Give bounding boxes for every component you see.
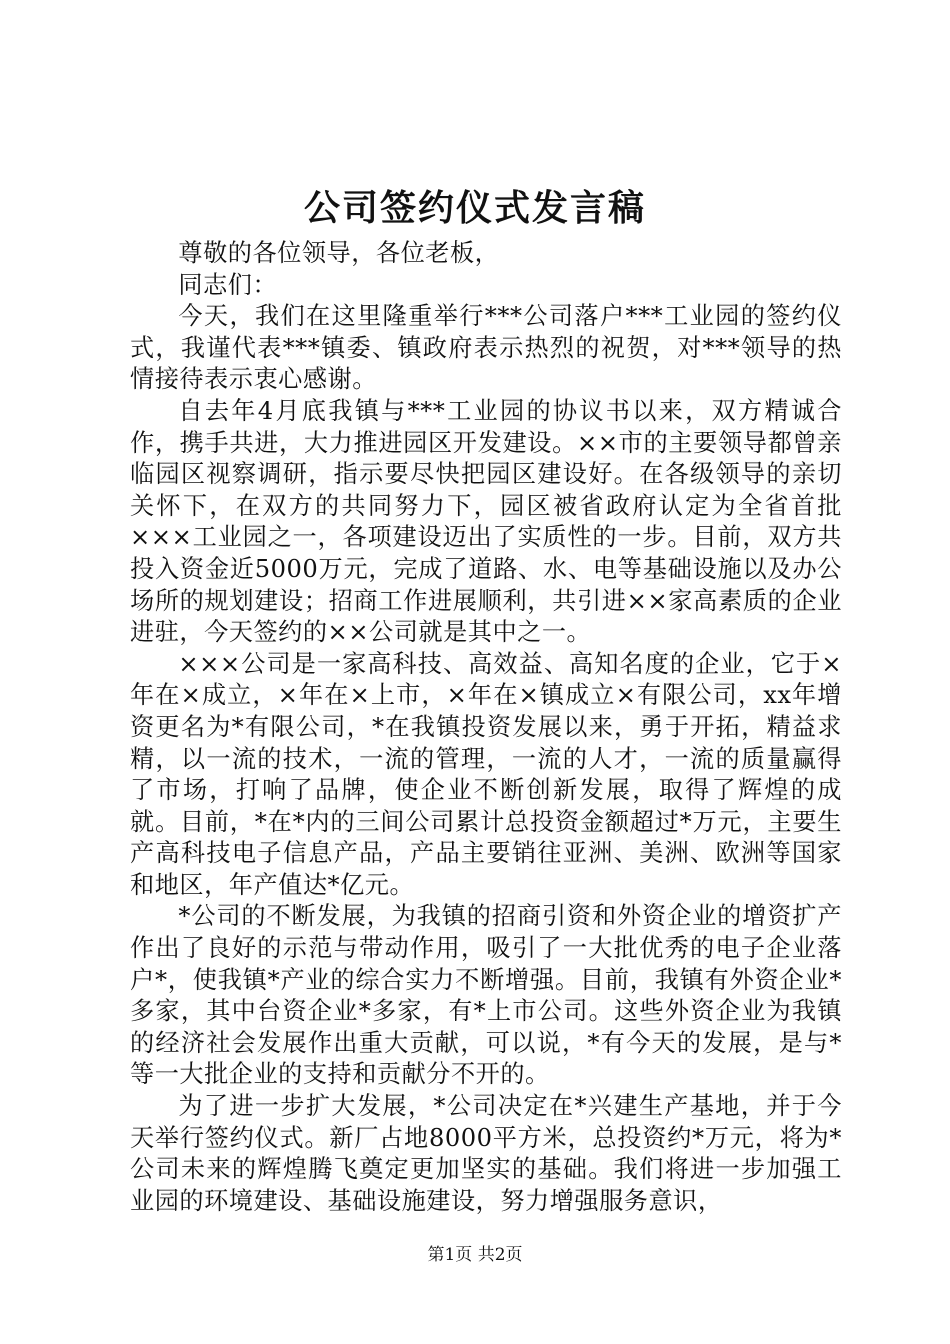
body-paragraph: 自去年4月底我镇与***工业园的协议书以来，双方精诚合作，携手共进，大力推进园区开发建设。××市的主要领导都曾亲临园区视察调研，指示要尽快把园区建设好。在各级领导的亲切关怀下，在双方的共同努力下，园区被省政府认定为全省首批×××工业园之一，各项建设迈出了实质性的一步。目前，双方共投入资金近5000万元，完成了道路、水、电等基础设施以及办公场所的规划建设；招商工作进展顺利，共引进××家高素质的企业进驻，今天签约的××公司就是其中之一。 [130, 396, 842, 647]
body-paragraph: 今天，我们在这里隆重举行***公司落户***工业园的签约仪式，我谨代表***镇委、镇政府表示热烈的祝贺，对***领导的热情接待表示衷心感谢。 [130, 302, 842, 394]
document-title: 公司签约仪式发言稿 [303, 187, 646, 229]
document-body [130, 238, 842, 1217]
body-paragraph: *公司的不断发展，为我镇的招商引资和外资企业的增资扩产作出了良好的示范与带动作用，吸引了一大批优秀的电子企业落户*，使我镇*产业的综合实力不断增强。目前，我镇有外资企业*多家，其中台资企业*多家，有*上市公司。这些外资企业为我镇的经济社会发展作出重大贡献，可以说，*有今天的发展，是与*等一大批企业的支持和贡献分不开的。 [130, 902, 842, 1089]
body-paragraph: 为了进一步扩大发展，*公司决定在*兴建生产基地，并于今天举行签约仪式。新厂占地8000平方米，总投资约*万元，将为*公司未来的辉煌腾飞奠定更加坚实的基础。我们将进一步加强工业园的环境建设、基础设施建设，努力增强服务意识， [130, 1092, 842, 1215]
body-paragraph: ×××公司是一家高科技、高效益、高知名度的企业，它于×年在×成立，×年在×上市，×年在×镇成立×有限公司，xx年增资更名为*有限公司，*在我镇投资发展以来，勇于开拓，精益求精，以一流的技术，一流的管理，一流的人才，一流的质量赢得了市场，打响了品牌，使企业不断创新发展，取得了辉煌的成就。目前，*在*内的三间公司累计总投资金额超过*万元，主要生产高科技电子信息产品，产品主要销往亚洲、美洲、欧洲等国家和地区，年产值达*亿元。 [130, 649, 842, 899]
page-number-footer: 第1页 共2页 [427, 1245, 523, 1265]
salutation-line-2: 同志们： [178, 270, 278, 299]
salutation-line-1: 尊敬的各位领导，各位老板， [178, 239, 500, 267]
